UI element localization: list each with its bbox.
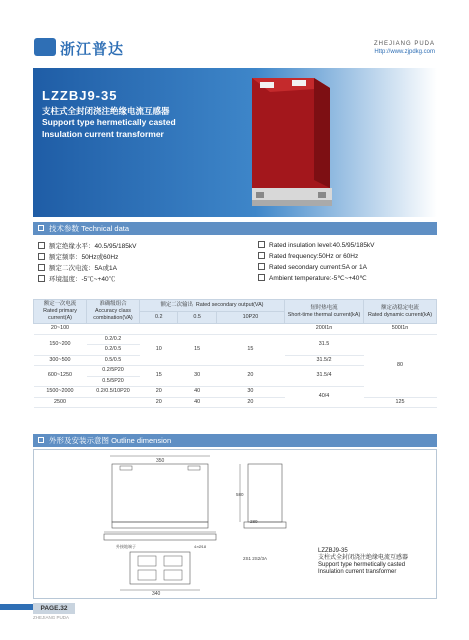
caption-model: LZZBJ9-35 [318, 548, 348, 554]
spec-cn-item: 额定绝缘水平：40.5/95/185kV [38, 241, 136, 250]
spec-cn-item: 环境温度：-5℃~+40℃ [38, 274, 115, 283]
col-header-dynamic: 额定动稳定电流 Rated dynamic current(kA) [364, 300, 437, 324]
outline-front-view [90, 452, 230, 597]
dim-base-label: 340 [152, 591, 161, 597]
cell-output: 20 [216, 366, 284, 387]
col-header-0-5: 0.5 [178, 312, 216, 324]
technical-data-header: 技术参数 Technical data [33, 222, 437, 235]
cell-short: 31.5/4 [285, 366, 364, 387]
hole-dim-label: 4×Ø18 [194, 544, 207, 549]
cell-dynamic: 80 [364, 334, 437, 397]
cell-short: 31.5/2 [285, 355, 364, 366]
cell-output: 20 [140, 397, 178, 408]
cell-output: 30 [178, 366, 216, 387]
product-model: LZZBJ9-35 [42, 88, 118, 103]
col-header-secondary-output: 额定二次输出 Rated secondary output(VA) [140, 300, 285, 312]
transformer-photo [222, 70, 342, 216]
cell-output: 15 [178, 334, 216, 366]
company-name: 浙江普达 [60, 41, 125, 58]
cell-short: 31.5 [285, 334, 364, 355]
outline-side-view [236, 452, 296, 532]
product-name-cn: 支柱式全封闭浇注绝缘电流互感器 [42, 106, 170, 116]
col-header-short-time: 短时热电流 Short-time thermal current(kA) [285, 300, 364, 324]
table-row [34, 397, 437, 408]
cell-dynamic: 500I1n [364, 324, 437, 335]
cell-output: 30 [216, 387, 284, 398]
cell-short: 200I1n [285, 324, 364, 335]
cell-primary: 600~1250 [34, 366, 87, 387]
cell-accuracy: 0.2/0.5/10P20 [87, 387, 140, 398]
col-header-accuracy: 准确级组合 Accuracy class combination(VA) [87, 300, 140, 324]
ground-terminal-label: 外接地端子 [116, 544, 136, 549]
caption-name-cn: 支柱式全封闭浇注绝缘电流互感器 [318, 555, 409, 561]
cell-output: 15 [216, 334, 284, 366]
col-header-0-2: 0.2 [140, 312, 178, 324]
terminal-label: 2S1 2S2/3A [243, 556, 268, 561]
cell-output: 40 [178, 397, 216, 408]
spec-cn-item: 额定二次电流：5A或1A [38, 263, 117, 272]
dim-width-label: 280 [250, 519, 258, 524]
cell-primary: 300~500 [34, 355, 87, 366]
dim-top-label: 350 [156, 458, 165, 464]
footer-company: ZHEJIANG PUDA [33, 615, 70, 620]
cell-dynamic: 125 [364, 397, 437, 408]
table-row [34, 334, 437, 345]
cell-accuracy: 0.5/5P20 [87, 376, 140, 387]
cell-output: 40 [178, 387, 216, 398]
product-name-en-2: Insulation current transformer [42, 129, 164, 139]
company-url[interactable]: Http://www.zjpdkg.com [374, 49, 435, 55]
logo-mark [34, 38, 56, 56]
cell-primary: 20~100 [34, 324, 87, 335]
cell-primary: 2500 [34, 397, 87, 408]
caption-name-en-2: Insulation current transformer [318, 569, 397, 575]
cell-primary: 1500~2000 [34, 387, 87, 398]
footer-accent-bar [0, 604, 33, 610]
cell-short: 40/4 [285, 387, 364, 408]
spec-en-item: Rated frequency:50Hz or 60Hz [258, 252, 358, 260]
product-name-en-1: Support type hermetically casted [42, 117, 176, 127]
cell-accuracy: 0.2/0.2 [87, 334, 140, 345]
table-row [34, 324, 437, 335]
spec-en-item: Rated secondary current:5A or 1A [258, 263, 367, 271]
parameter-table [33, 299, 437, 408]
outline-dimension-header: 外形及安装示意图 Outline dimension [33, 434, 437, 447]
col-header-10p20: 10P20 [216, 312, 284, 324]
dim-side-label: 580 [236, 492, 244, 497]
cell-accuracy: 0.2/0.5 [87, 345, 140, 356]
outline-caption [318, 548, 408, 576]
spec-en-item: Rated insulation level:40.5/95/185kV [258, 241, 375, 249]
spec-cn-item: 额定频率：50Hz或60Hz [38, 252, 118, 261]
cell-output: 20 [140, 387, 178, 398]
page-number: PAGE.32 [33, 603, 75, 614]
company-english-name: ZHEJIANG PUDA [373, 41, 435, 47]
cell-output: 20 [216, 397, 284, 408]
cell-accuracy: 0.5/0.5 [87, 355, 140, 366]
cell-output: 10 [140, 334, 178, 366]
cell-primary: 150~200 [34, 334, 87, 355]
caption-name-en-1: Support type hermetically casted [318, 562, 406, 568]
spec-en-item: Ambient temperature:-5℃~+40℃ [258, 274, 367, 282]
cell-accuracy: 0.2/5P20 [87, 366, 140, 377]
col-header-primary: 额定一次电流 Rated primary current(A) [34, 300, 87, 324]
cell-output: 15 [140, 366, 178, 387]
